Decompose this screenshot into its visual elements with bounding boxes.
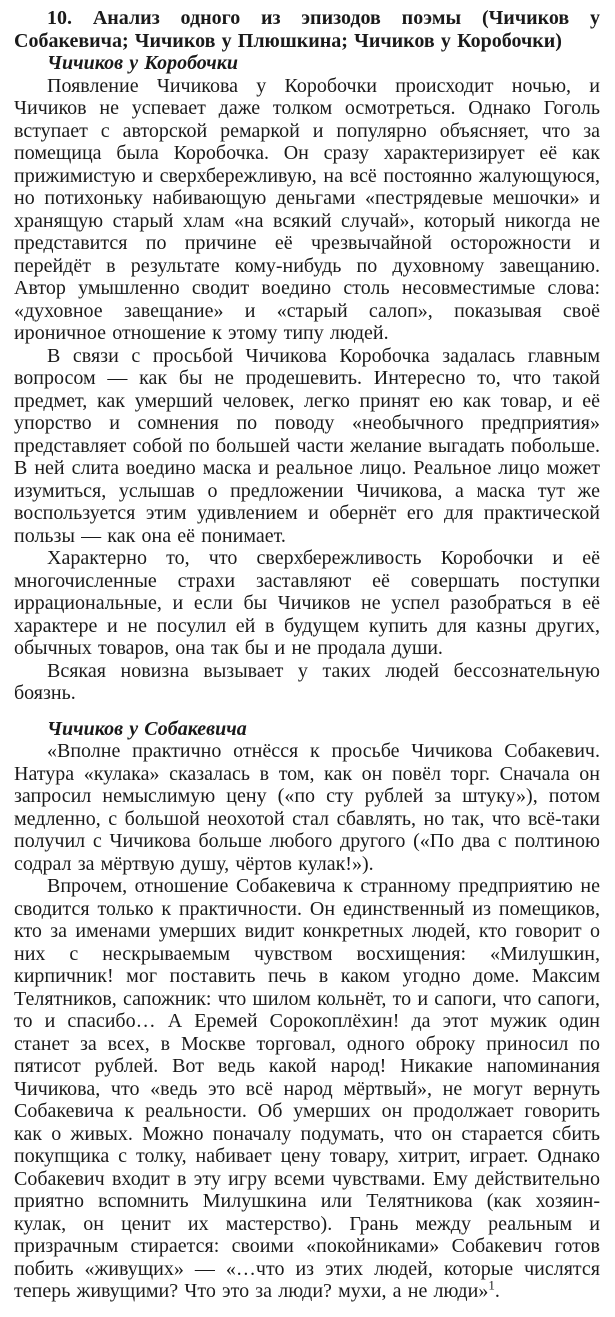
section-korobochka [14, 52, 600, 705]
section-heading-korobochka: Чичиков у Коробочки [47, 52, 239, 74]
task-title: 10. Анализ одного из эпизодов поэмы (Чичиков у Собакевича; Чичиков у Плюшкина; Чичиков у Коробочки) [14, 7, 600, 52]
section-heading-sobakevich: Чичиков у Собакевича [47, 717, 247, 740]
paragraph: Появление Чичикова у Коробочки происходит ночью, и Чичиков не успевает даже толком осмотреться. Однако Гоголь вступает с авторской ремаркой и популярно объясняет, что за помещица была Коробочка. Он сразу характеризирует её как прижимистую и сверхбережливую, на всё постоянно жалующуюся, но потихоньку набивающую деньгами «пестрядевые мешочки» и хранящую старый хлам «на всякий случай», который никогда не представится по причине её чрезвычайной осторожности и перейдёт в результате кому-нибудь по духовному завещанию. Автор умышленно сводит воедино столь несовместимые слова: «духовное завещание» и «старый салоп», показывая своё ироничное отношение к этому типу людей. [14, 74, 600, 344]
paragraph-tail: . [494, 1280, 500, 1302]
paragraph: Характерно то, что сверхбережливость Коробочки и её многочисленные страхи заставляют её совершать поступки иррациональные, и если бы Чичиков не успел разобраться в её характере и не посулил ей в будущем купить для казны других, обычных товаров, она так бы и не продала души. [14, 547, 600, 659]
paragraph-with-footnote [14, 875, 600, 1303]
section-sobakevich [14, 718, 600, 1303]
paragraph: Всякая новизна вызывает у таких людей бессознательную боязнь. [14, 659, 600, 704]
paragraph: В связи с просьбой Чичикова Коробочка задалась главным вопросом — как бы не продешевить. Интересно то, что такой предмет, как умерший человек, легко принят ею как товар, и её упорство и сомнения по поводу «необычного предприятия» представляет собой по большей части желание выгадать побольше. В ней слита воедино маска и реальное лицо. Реальное лицо может изумиться, услышав о предложении Чичикова, а маска тут же воспользуется этим удивлением и обернёт его для практической пользы — как она её понимает. [14, 344, 600, 547]
footnote-marker: 1 [488, 1277, 495, 1293]
paragraph-text: Впрочем, отношение Собакевича к странному предприятию не сводится только к практичности. Он единственный из помещиков, кто за именами умерших видит конкретных людей, кто говорит о них с нескрываемым чувством восхищения: «Милушкин, кирпичник! мог поставить печь в каком угодно доме. Максим Телятников, сапожник: что шилом кольнёт, то и сапоги, что сапоги, то и спасибо… А Еремей Сорокоплёхин! да этот мужик один станет за всех, в Москве торговал, одного оброку приносил по пятисот рублей. Вот ведь какой народ! Никакие напоминания Чичикова, что «ведь это всё народ мёртвый», не могут вернуть Собакевича к реальности. Об умерших он продолжает говорить как о живых. Можно поначалу подумать, что он старается сбить покупщика с толку, набивает цену товару, хитрит, играет. Однако Собакевич входит в эту игру всеми чувствами. Ему действительно приятно вспомнить Милушкина или Телятникова (как хозяин-кулак, он ценит их мастерство). Грань между реальным и призрачным стирается: своими «покойниками» Собакевич готов побить «живущих» — «…что из этих людей, которые числятся теперь живущими? Что это за люди? мухи, а не люди» [14, 875, 600, 1302]
paragraph: «Вполне практично отнёсся к просьбе Чичикова Собакевич. Натура «кулака» сказалась в том, как он повёл торг. Сначала он запросил немыслимую цену («по сту рублей за штуку»), потом медленно, с большой неохотой стал сбавлять, но так, что всё-таки получил с Чичикова больше любого другого («По два с полтиною содрал за мёртвую душу, чёртов кулак!»). [14, 740, 600, 875]
